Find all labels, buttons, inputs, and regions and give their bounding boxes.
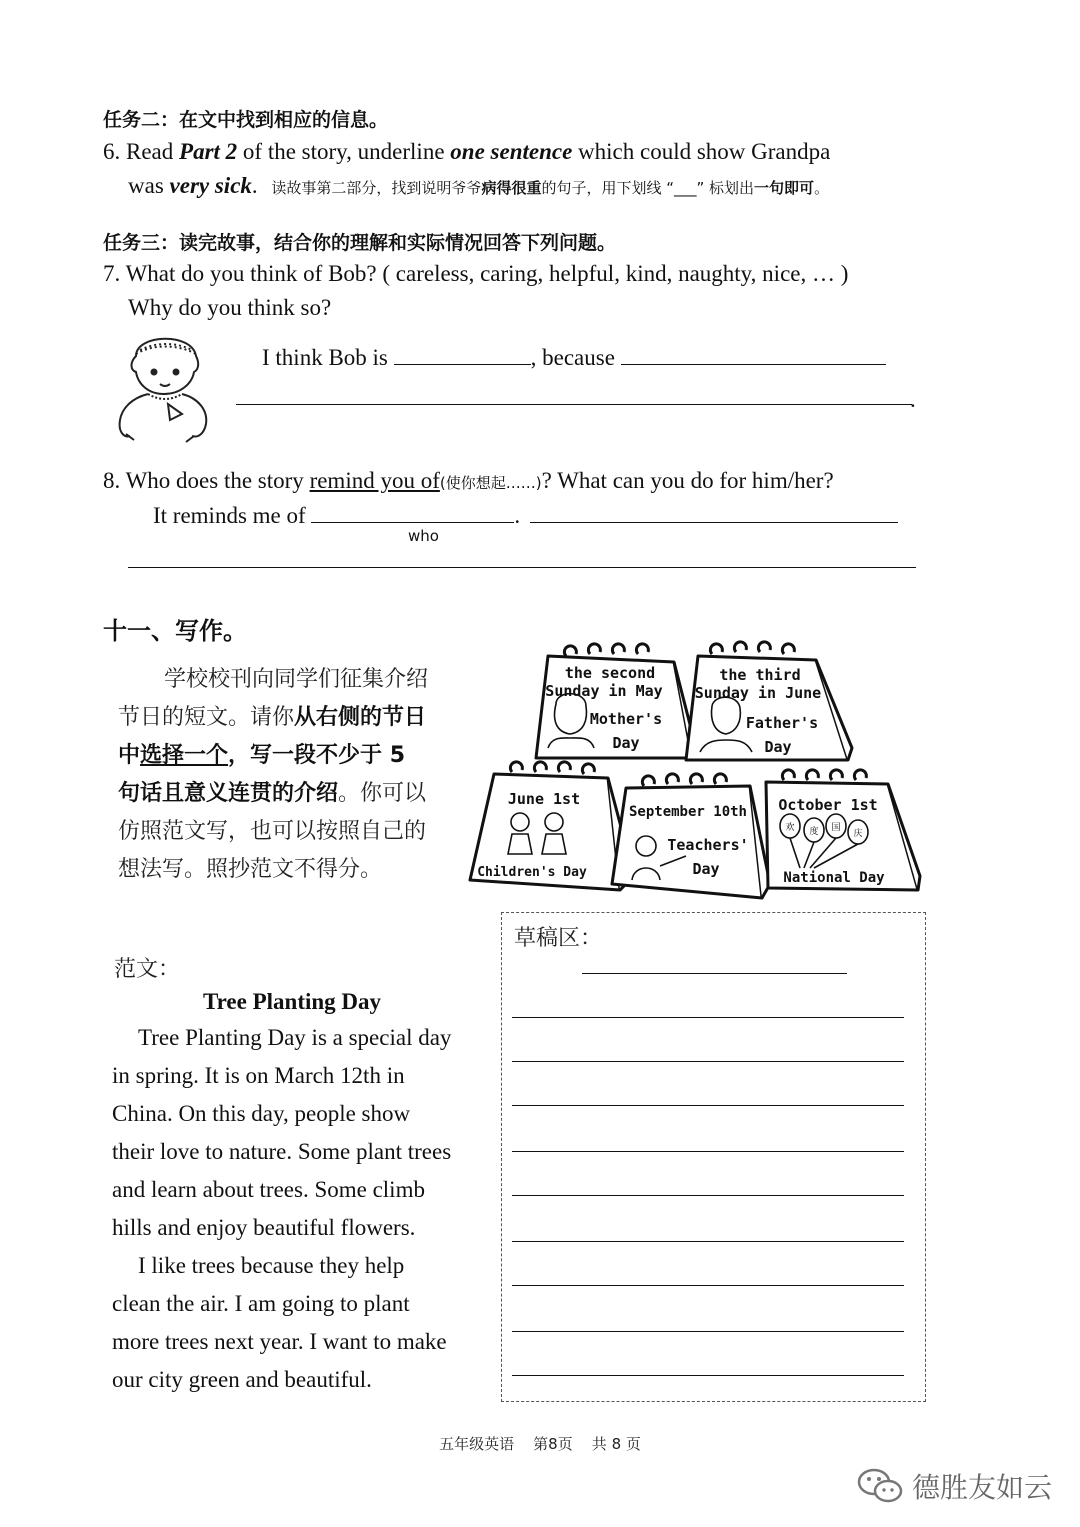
- draft-writing-line[interactable]: [512, 1195, 904, 1196]
- instr-bold: ，写一段不少于 5: [228, 743, 405, 768]
- q8-answer-line: [153, 500, 898, 531]
- draft-writing-line[interactable]: [512, 1375, 904, 1376]
- draft-writing-line[interactable]: [512, 1151, 904, 1152]
- essay-line: and learn about trees. Some climb: [112, 1177, 425, 1202]
- draft-writing-line[interactable]: [512, 1241, 904, 1242]
- calendar-fathers-date-line2: Sunday in June: [694, 684, 822, 702]
- q8-text: .: [514, 503, 521, 528]
- question-7-line2: Why do you think so?: [128, 295, 332, 320]
- question-8-line1: [103, 466, 834, 498]
- question-6-line2: [128, 171, 829, 203]
- q6-one-sentence-emphasis: one sentence: [450, 139, 573, 164]
- essay-line: in spring. It is on March 12th in: [112, 1063, 405, 1088]
- instr-bold: 句话且意义连贯的介绍: [118, 781, 339, 806]
- calendar-fathers-name2: Day: [764, 738, 792, 756]
- draft-writing-line[interactable]: [512, 1017, 904, 1018]
- balloon-char: 庆: [853, 829, 863, 839]
- calendar-childrens-date: June 1st: [507, 790, 581, 808]
- task3-heading: 任务三：读完故事，结合你的理解和实际情况回答下列问题。: [103, 232, 617, 254]
- calendar-mothers-date-line1: the second: [564, 664, 656, 682]
- q6-text: which could show Grandpa: [572, 139, 831, 164]
- q7-adjective-blank[interactable]: [394, 342, 531, 365]
- calendar-mothers-name1: Mother's: [589, 710, 663, 728]
- calendar-mothers-date-line2: Sunday in May: [545, 682, 663, 700]
- q7-reason-blank[interactable]: [621, 342, 886, 365]
- calendar-national-date: October 1st: [778, 796, 878, 814]
- q6-part-emphasis: Part 2: [179, 139, 238, 164]
- q7-reason-line-2[interactable]: [236, 404, 912, 405]
- q8-cn-hint: (使你想起……): [439, 474, 542, 492]
- q7-text: , because: [530, 345, 621, 370]
- draft-writing-line[interactable]: [512, 1061, 904, 1062]
- instr-text: 节日的短文。请你: [118, 705, 295, 730]
- model-essay-body: [112, 1019, 497, 1399]
- instructions-line: [118, 699, 468, 737]
- draft-writing-line[interactable]: [512, 1105, 904, 1106]
- q6-text: was: [128, 173, 170, 198]
- q6-very-sick-emphasis: very sick: [169, 173, 252, 198]
- draft-label: 草稿区：: [514, 926, 603, 951]
- q7-text: I think Bob is: [262, 345, 394, 370]
- q6-cn-bold: 一句即可: [754, 179, 815, 197]
- q6-text: of the story, underline: [237, 139, 451, 164]
- q7-answer-line: [262, 342, 886, 373]
- balloon-char: 国: [831, 823, 841, 833]
- q8-who-blank[interactable]: [311, 500, 514, 523]
- instructions-line: 仿照范文写，也可以按照自己的: [118, 819, 427, 844]
- bob-cartoon-illustration: [112, 324, 214, 444]
- watermark: [856, 1466, 1052, 1506]
- calendar-teachers-date: September 10th: [628, 804, 748, 820]
- essay-line: our city green and beautiful.: [112, 1367, 372, 1392]
- essay-line: China. On this day, people show: [112, 1101, 411, 1126]
- q6-cn-bold: 病得很重: [481, 179, 542, 197]
- instr-bold: 中: [118, 743, 141, 768]
- q6-text: 6. Read: [103, 139, 180, 164]
- q8-who-hint: who: [408, 527, 439, 545]
- instructions-line: 学校校刊向同学们征集介绍: [164, 667, 429, 692]
- instr-bold: 从右侧的节日: [294, 705, 427, 730]
- q7-period: .: [910, 387, 916, 412]
- q8-answer-line-2[interactable]: [128, 567, 916, 568]
- calendar-national-name: National Day: [783, 870, 885, 886]
- q8-text: ? What can you do for him/her?: [541, 468, 834, 493]
- festival-calendars-illustration: [460, 640, 925, 910]
- instructions-line: [118, 775, 468, 813]
- essay-line: I like trees because they help: [138, 1253, 405, 1278]
- calendar-fathers-date-line1: the third: [719, 666, 801, 684]
- q8-text: It reminds me of: [153, 503, 312, 528]
- q8-action-blank[interactable]: [530, 500, 898, 523]
- draft-title-line[interactable]: [582, 973, 847, 974]
- question-6-line1: [103, 137, 830, 167]
- section-11-heading: 十一、写作。: [103, 617, 247, 645]
- calendar-fathers-name1: Father's: [745, 714, 819, 732]
- page-footer: 五年级英语 第8页 共 8 页: [439, 1435, 641, 1453]
- calendar-teachers-name2: Day: [692, 860, 720, 878]
- instructions-line: [118, 737, 468, 775]
- watermark-text: 德胜友如云: [912, 1471, 1053, 1504]
- draft-area[interactable]: [501, 912, 926, 1402]
- q6-text: .: [251, 173, 258, 198]
- model-essay-title: Tree Planting Day: [203, 989, 382, 1014]
- calendar-childrens-name: Children's Day: [477, 865, 587, 880]
- q6-cn: 的句子，用下划线 “___” 标划出: [541, 179, 755, 197]
- balloon-char: 欢: [785, 823, 795, 833]
- calendar-mothers-name2: Day: [612, 734, 640, 752]
- essay-line: Tree Planting Day is a special day: [138, 1025, 452, 1050]
- model-essay-label: 范文：: [114, 957, 181, 982]
- wechat-icon: [856, 1466, 904, 1506]
- q8-text: 8. Who does the story: [103, 468, 310, 493]
- task2-heading: 任务二：在文中找到相应的信息。: [103, 109, 389, 131]
- q6-cn: 读故事第二部分，找到说明爷爷: [271, 179, 482, 197]
- writing-instructions: [118, 661, 468, 889]
- balloon-char: 度: [809, 827, 819, 837]
- instr-bold-underlined: 选择一个: [140, 743, 229, 768]
- calendar-teachers-name1: Teachers': [667, 836, 749, 854]
- essay-line: clean the air. I am going to plant: [112, 1291, 410, 1316]
- q6-cn: 。: [814, 179, 830, 197]
- question-7-line1: 7. What do you think of Bob? ( careless, caring, helpful, kind, naughty, nice, … ): [103, 261, 849, 286]
- q6-chinese-instruction: [271, 179, 829, 197]
- essay-line: hills and enjoy beautiful flowers.: [112, 1215, 416, 1240]
- instructions-line: 想法写。照抄范文不得分。: [118, 857, 383, 882]
- draft-writing-line[interactable]: [512, 1331, 904, 1332]
- essay-line: their love to nature. Some plant trees: [112, 1139, 452, 1164]
- q8-remind-underlined: remind you of: [309, 468, 440, 493]
- draft-writing-line[interactable]: [512, 1285, 904, 1286]
- essay-line: more trees next year. I want to make: [112, 1329, 447, 1354]
- instr-text: 。你可以: [338, 781, 427, 806]
